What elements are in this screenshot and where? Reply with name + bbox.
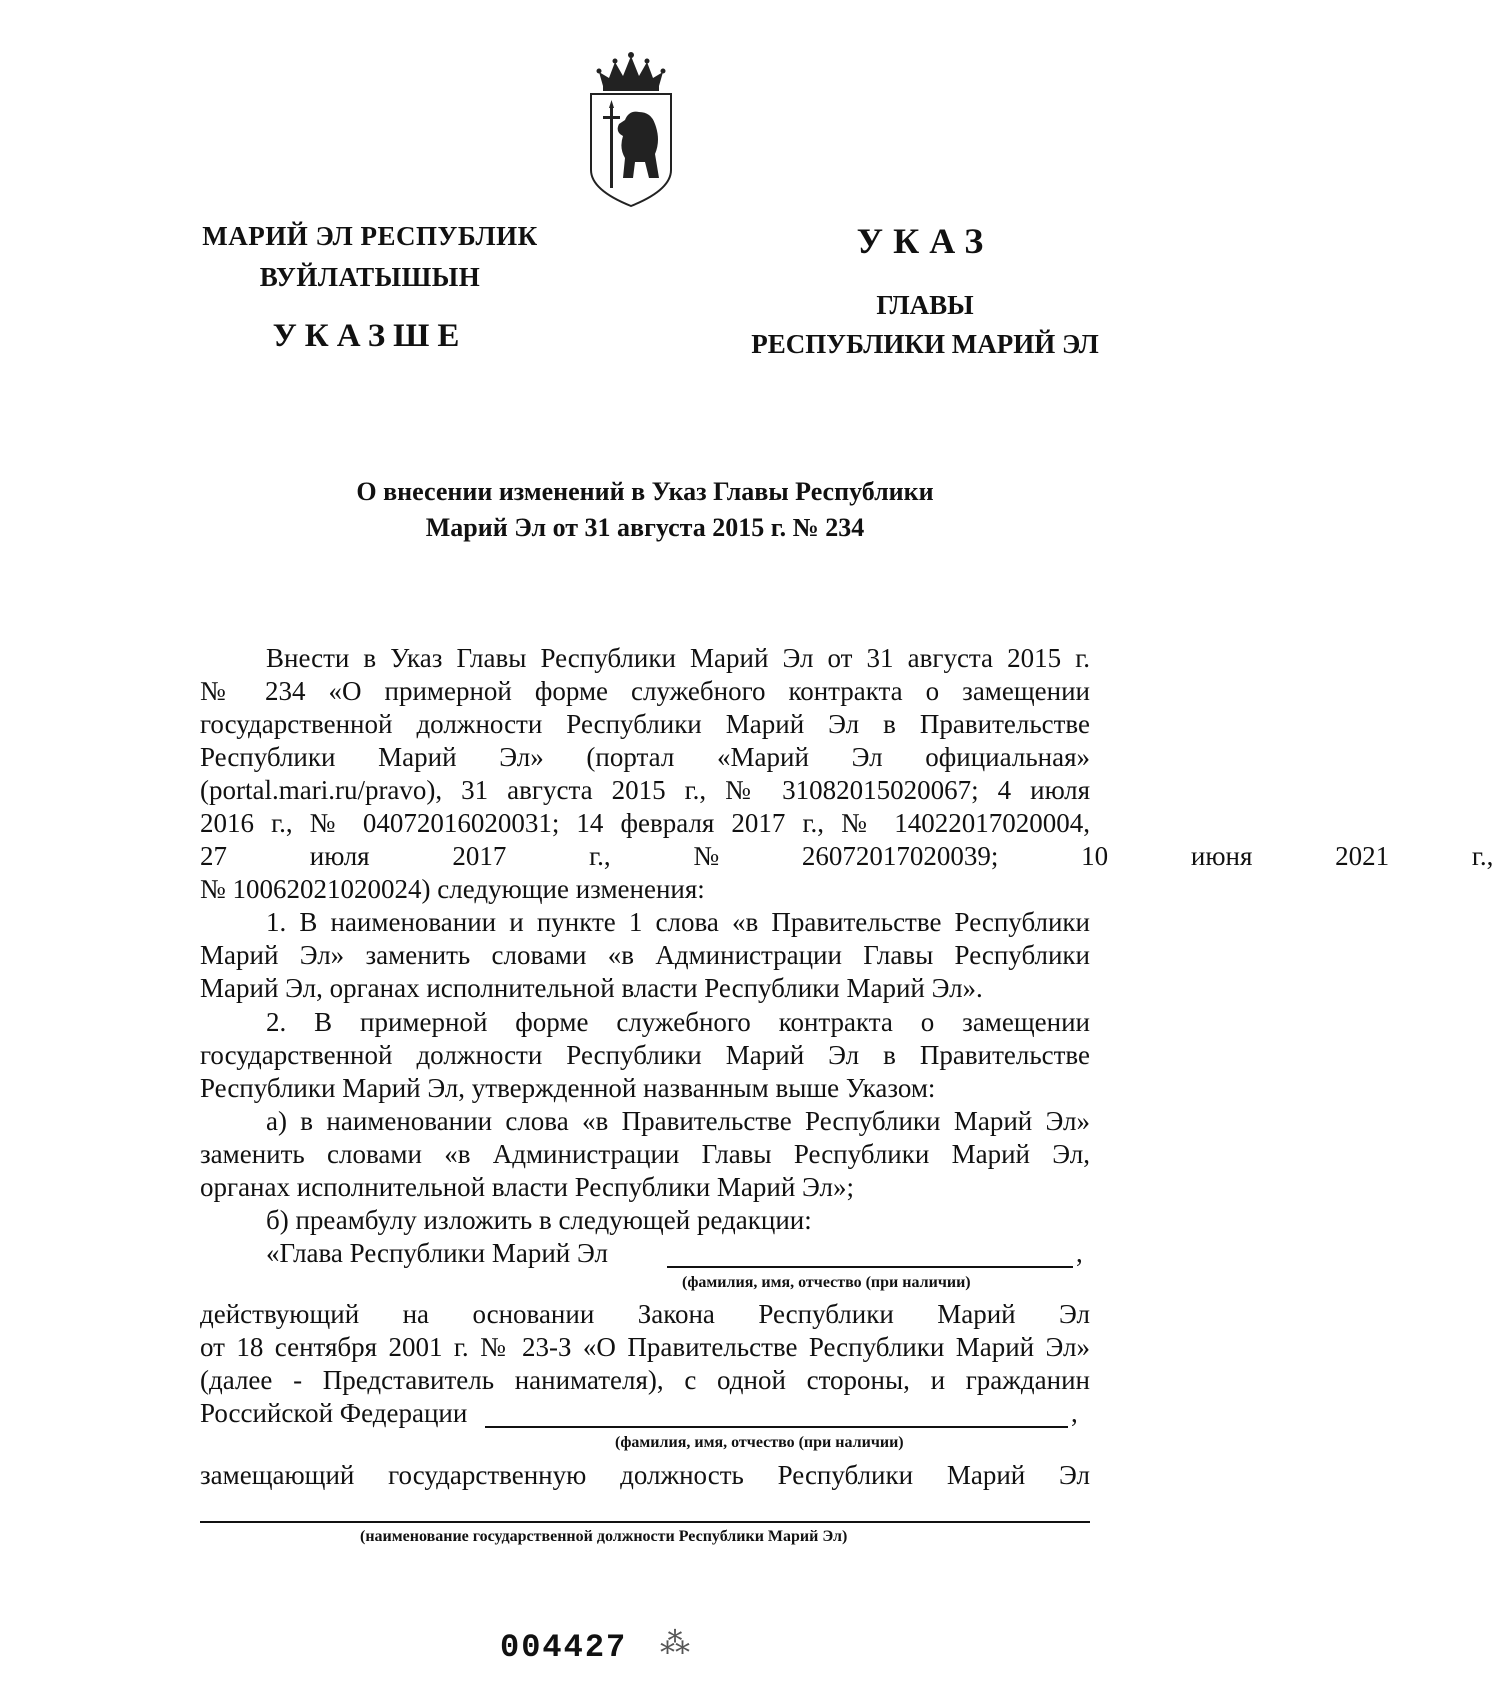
body-line: заменить словами «в Администрации Главы Республики Марий Эл,: [200, 1139, 1090, 1169]
body-line: государственной должности Республики Марий Эл в Правительстве: [200, 1040, 1090, 1070]
body-line: (portal.mari.ru/pravo), 31 августа 2015 г., № 31082015020067; 4 июля: [200, 775, 1090, 805]
blank-line-fullname: [485, 1426, 1068, 1428]
body-line: Марий Эл, органах исполнительной власти Республики Марий Эл».: [200, 973, 983, 1003]
caption-fullname: (фамилия, имя, отчество (при наличии): [615, 1434, 904, 1451]
body-line: Внести в Указ Главы Республики Марий Эл от 31 августа 2015 г.: [266, 643, 1090, 673]
body-line: действующий на основании Закона Республики Марий Эл: [200, 1299, 1090, 1329]
body-line: от 18 сентября 2001 г. № 23-З «О Правительстве Республики Марий Эл»: [200, 1332, 1090, 1362]
body-line: б) преамбулу изложить в следующей редакции:: [266, 1205, 812, 1235]
body-line: 27 июля 2017 г., № 26072017020039; 10 июня 2021 г.,: [200, 841, 1493, 871]
body-line: государственной должности Республики Марий Эл в Правительстве: [200, 709, 1090, 739]
body-line: (далее - Представитель нанимателя), с одной стороны, и гражданин: [200, 1365, 1090, 1395]
comma: ,: [1076, 1238, 1083, 1268]
body-line: 1. В наименовании и пункте 1 слова «в Правительстве Республики: [266, 907, 1090, 937]
header-left-line1: МАРИЙ ЭЛ РЕСПУБЛИК: [202, 221, 538, 251]
body-line: «Глава Республики Марий Эл: [266, 1238, 608, 1268]
body-line: Марий Эл» заменить словами «в Администрации Главы Республики: [200, 940, 1090, 970]
caption-position: (наименование государственной должности Республики Марий Эл): [360, 1528, 848, 1545]
body-line: Республики Марий Эл» (портал «Марий Эл официальная»: [200, 742, 1090, 772]
form-serial-number: 004427: [500, 1629, 628, 1666]
body-line: Республики Марий Эл, утвержденной названным выше Указом:: [200, 1073, 936, 1103]
body-line: № 234 «О примерной форме служебного контракта о замещении: [200, 676, 1090, 706]
header-right-line2: ГЛАВЫ: [876, 290, 974, 320]
comma: ,: [1071, 1398, 1078, 1428]
blank-line-position: [200, 1521, 1090, 1523]
asterism-mark: ⁂: [660, 1627, 690, 1660]
header-right-line1: УКАЗ: [856, 221, 994, 261]
body-line: 2. В примерной форме служебного контракта о замещении: [266, 1007, 1090, 1037]
blank-line-fullname: [667, 1266, 1073, 1268]
body-line: Российской Федерации: [200, 1398, 468, 1428]
header-left-line2: ВУЙЛАТЫШЫН: [259, 262, 481, 292]
body-line: № 10062021020024) следующие изменения:: [200, 874, 705, 904]
body-line: органах исполнительной власти Республики Марий Эл»;: [200, 1172, 854, 1202]
body-line: замещающий государственную должность Республики Марий Эл: [200, 1460, 1090, 1490]
body-line: а) в наименовании слова «в Правительстве Республики Марий Эл»: [266, 1106, 1090, 1136]
document-title-line1: О внесении изменений в Указ Главы Республики: [356, 477, 934, 506]
header-left-line3: УКАЗШЕ: [272, 318, 468, 354]
coat-of-arms-icon: [585, 50, 677, 210]
header-right-line3: РЕСПУБЛИКИ МАРИЙ ЭЛ: [751, 329, 1099, 359]
caption-fullname: (фамилия, имя, отчество (при наличии): [682, 1274, 971, 1291]
document-title-line2: Марий Эл от 31 августа 2015 г. № 234: [425, 513, 865, 542]
body-line: 2016 г., № 04072016020031; 14 февраля 2017 г., № 14022017020004,: [200, 808, 1090, 838]
